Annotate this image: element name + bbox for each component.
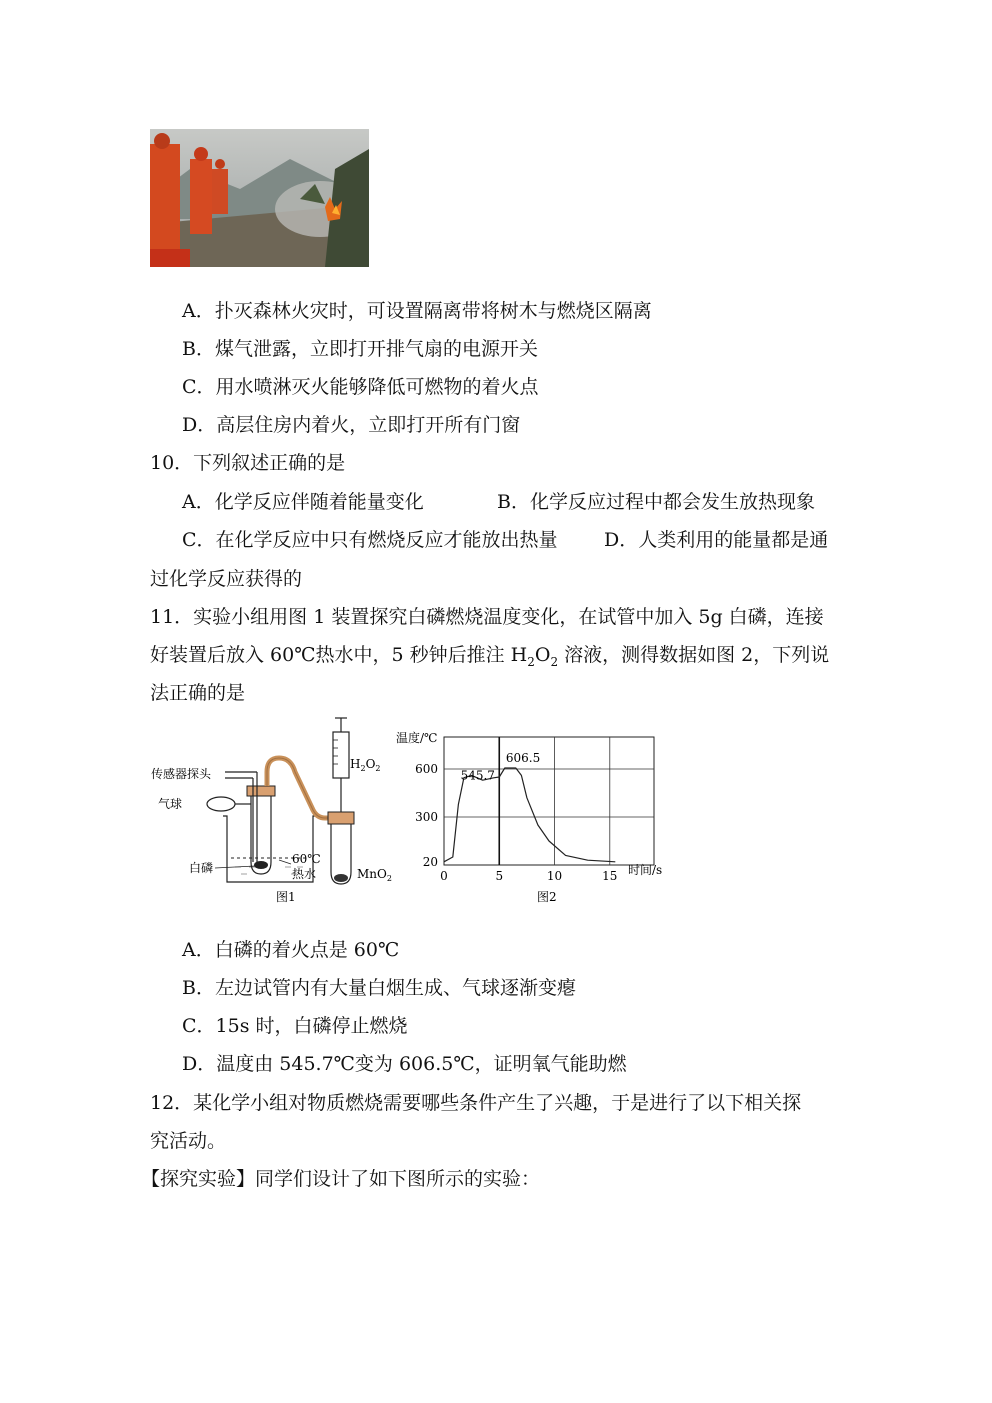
h2o2-label: $H_2O_2$ <box>350 757 381 773</box>
chart-annotation-545-7: 545.7 <box>460 768 495 783</box>
water-temp-label: 60℃ <box>292 852 321 866</box>
rubber-tube <box>267 758 335 818</box>
q9-option-c: C．用水喷淋灭火能够降低可燃物的着火点 <box>182 376 539 398</box>
q10-option-c: C．在化学反应中只有燃烧反应才能放出热量 <box>182 529 558 551</box>
chart-frame <box>444 737 654 865</box>
stopper-left <box>247 786 275 796</box>
q9-option-a: A．扑灭森林火灾时，可设置隔离带将树木与燃烧区隔离 <box>182 300 652 322</box>
figure2-caption: 图2 <box>537 890 557 904</box>
chart-y-tick-label: 300 <box>415 810 438 824</box>
mno2-powder <box>334 874 348 882</box>
q9-option-b: B．煤气泄露，立即打开排气扇的电源开关 <box>182 338 538 360</box>
q12-stem-line1: 12．某化学小组对物质燃烧需要哪些条件产生了兴趣，于是进行了以下相关探 <box>150 1092 802 1114</box>
chart-x-tick-label: 15 <box>602 869 618 883</box>
balloon <box>207 797 235 811</box>
chart-y-axis-label: 温度/℃ <box>396 731 438 745</box>
q11-option-d: D．温度由 545.7℃变为 606.5℃，证明氧气能助燃 <box>182 1053 627 1075</box>
q10-option-b: B．化学反应过程中都会发生放热现象 <box>497 491 815 513</box>
stopper-right <box>328 812 354 824</box>
q10-option-d-continued: 过化学反应获得的 <box>150 568 303 590</box>
balloon-label: 气球 <box>158 797 183 811</box>
chart-x-axis-label: 时间/s <box>628 863 663 877</box>
q11-stem-line2: 好装置后放入 60℃热水中，5 秒钟后推注 $H_2O_2$ 溶液，测得数据如图 2，下列说 <box>150 644 830 669</box>
q10-option-a: A．化学反应伴随着能量变化 <box>182 491 424 513</box>
chart-annotation-606-5: 606.5 <box>505 750 541 765</box>
hot-water-label: 热水 <box>292 867 317 881</box>
chart-x-tick-label: 0 <box>440 869 448 883</box>
syringe-barrel <box>333 732 349 778</box>
q10-option-d: D．人类利用的能量都是通 <box>604 529 829 551</box>
chart-x-tick-label: 10 <box>546 869 563 883</box>
q11-stem-line1: 11．实验小组用图 1 装置探究白磷燃烧温度变化，在试管中加入 5g 白磷，连接 <box>150 606 824 628</box>
mno2-label: MnO$_2$ <box>357 867 392 883</box>
q11-stem-line3: 法正确的是 <box>150 682 246 704</box>
q9-option-d: D．高层住房内着火，立即打开所有门窗 <box>182 414 521 436</box>
figure1-caption: 图1 <box>276 890 296 904</box>
chart-y-tick-label: 20 <box>422 854 438 869</box>
chart-x-tick-label: 5 <box>495 869 504 883</box>
white-phosphorus <box>254 861 268 869</box>
q11-option-a: A．白磷的着火点是 60℃ <box>182 939 400 961</box>
q11-option-c: C．15s 时，白磷停止燃烧 <box>182 1015 408 1037</box>
q12-explore-experiment: 【探究实验】同学们设计了如下图所示的实验： <box>141 1168 541 1190</box>
q10-stem: 10．下列叙述正确的是 <box>150 452 346 474</box>
firefighters-photo <box>150 129 369 267</box>
figure2-temperature-chart <box>392 712 682 912</box>
phosphorus-label: 白磷 <box>189 861 214 875</box>
chart-y-tick-label: 600 <box>415 762 438 776</box>
sensor-label: 传感器探头 <box>151 767 212 781</box>
figure1-apparatus <box>145 712 405 912</box>
q11-option-b: B．左边试管内有大量白烟生成、气球逐渐变瘪 <box>182 977 576 999</box>
q12-stem-line2: 究活动。 <box>150 1130 227 1152</box>
